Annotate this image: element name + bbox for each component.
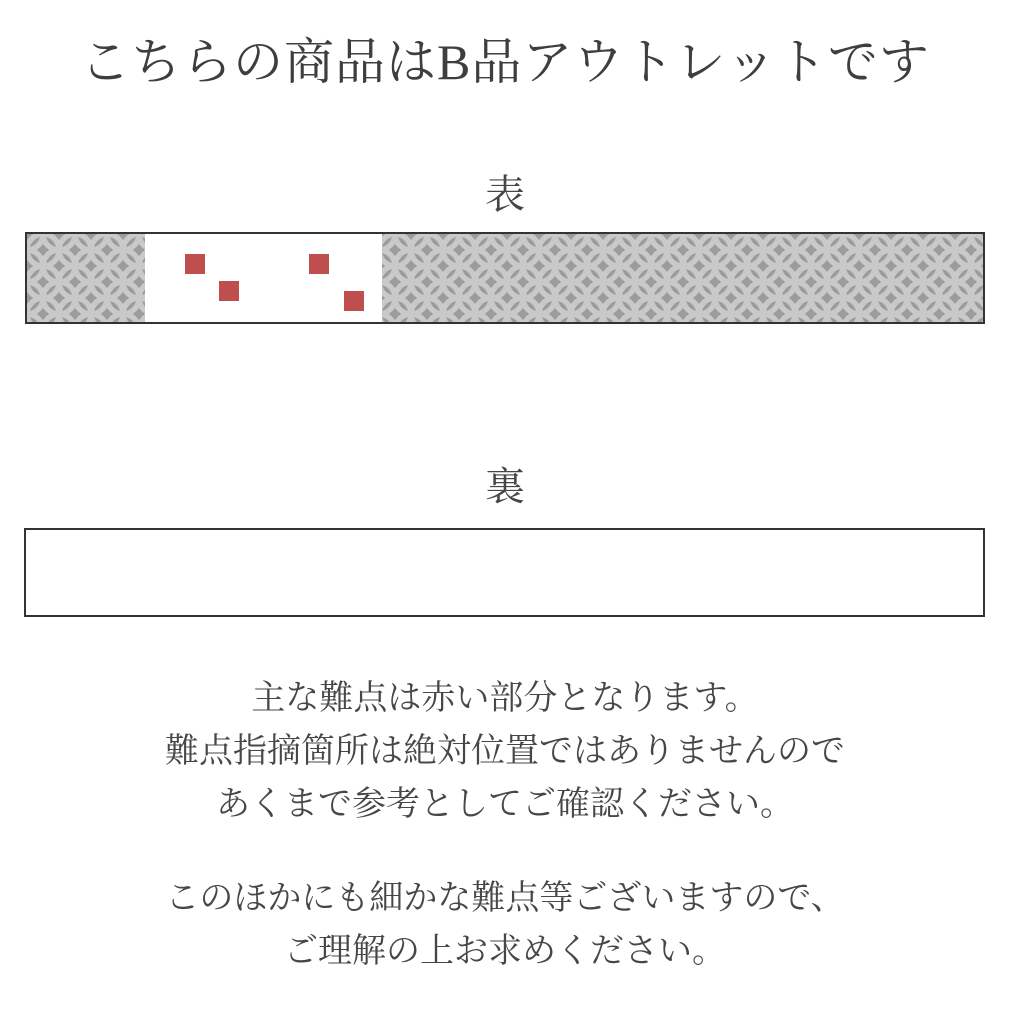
defect-marker (309, 254, 329, 274)
front-strip (25, 232, 985, 324)
defect-marker (344, 291, 364, 311)
defect-marker (219, 281, 239, 301)
note-line: このほかにも細かな難点等ございますので、 (165, 880, 845, 917)
page-title: こちらの商品はB品アウトレットです (80, 34, 930, 90)
note-line: 主な難点は赤い部分となります。 (251, 680, 759, 717)
note-line: ご理解の上お求めください。 (284, 933, 726, 970)
defect-marker (185, 254, 205, 274)
front-side-label: 表 (485, 172, 525, 217)
note-line: 難点指摘箇所は絶対位置ではありませんので (165, 733, 845, 770)
note-line: あくまで参考としてご確認ください。 (216, 786, 794, 823)
notes-block-main (0, 672, 1010, 831)
back-side-label: 裏 (485, 464, 525, 509)
notes-block-secondary (0, 872, 1010, 978)
back-strip (24, 528, 985, 617)
defect-window (145, 234, 382, 322)
